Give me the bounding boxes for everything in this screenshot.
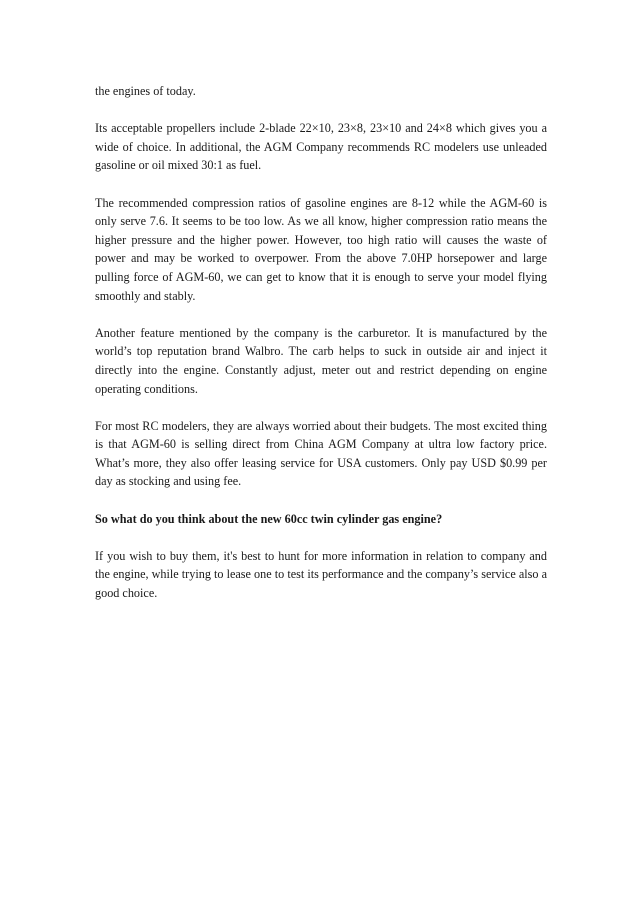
document-body xyxy=(95,82,547,603)
paragraph-question-heading: So what do you think about the new 60cc twin cylinder gas engine? xyxy=(95,511,443,526)
paragraph-propellers: Its acceptable propellers include 2-blade 22×10, 23×8, 23×10 and 24×8 which gives you a wide of choice. In additional, the AGM Company recommends RC modelers use unleaded gasoline or oil mixed 30:1 as fuel. xyxy=(95,121,547,173)
paragraph-pricing: For most RC modelers, they are always worried about their budgets. The most excited thing is that AGM-60 is selling direct from China AGM Company at ultra low factory price. What’s more, they also offer leasing service for USA customers. Only pay USD $0.99 per day as stocking and using fee. xyxy=(95,418,547,489)
paragraph-carburetor: Another feature mentioned by the company is the carburetor. It is manufactured by the world’s top reputation brand Walbro. The carb helps to suck in outside air and inject it directly into the engine. Constantly adjust, meter out and restrict depending on engine operating conditions. xyxy=(95,325,547,396)
paragraph-conclusion: If you wish to buy them, it's best to hunt for more information in relation to company and the engine, while trying to lease one to test its performance and the company’s service also a good choice. xyxy=(95,548,547,601)
paragraph-compression: The recommended compression ratios of gasoline engines are 8-12 while the AGM-60 is only serve 7.6. It seems to be too low. As we all know, higher compression ratio means the higher pressure and the higher power. However, too high ratio will causes the waste of power and may be worked to overpower. From the above 7.0HP horsepower and large pulling force of AGM-60, we can get to know that it is enough to serve your model flying smoothly and stably. xyxy=(95,195,547,303)
paragraph-intro-fragment: the engines of today. xyxy=(95,84,196,98)
